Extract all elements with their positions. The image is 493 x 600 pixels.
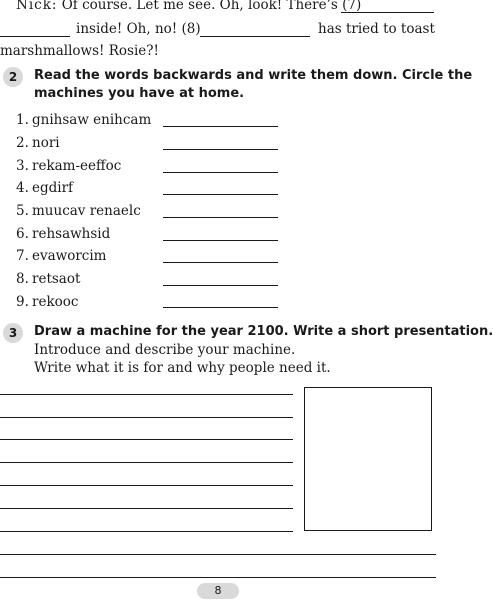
answer-blank-7-continued[interactable] — [0, 36, 70, 37]
item-number: 1. — [16, 112, 29, 128]
writing-line[interactable] — [0, 439, 293, 440]
list-item — [16, 112, 166, 128]
list-item — [16, 180, 166, 196]
exercise-2-instruction-1: Read the words backwards and write them down. Circle the — [34, 68, 473, 83]
answer-line-7[interactable] — [163, 262, 278, 263]
answer-line-8[interactable] — [163, 285, 278, 286]
writing-line[interactable] — [0, 531, 293, 532]
exercise-3-line-2: Write what it is for and why people need it. — [34, 360, 331, 376]
story-text-2: inside! Oh, no! (8) — [76, 21, 201, 37]
item-number: 7. — [16, 248, 29, 264]
list-item — [16, 158, 166, 174]
backwards-word: retsaot — [32, 271, 81, 287]
answer-blank-8[interactable] — [200, 36, 310, 37]
item-number: 4. — [16, 180, 29, 196]
item-number: 2. — [16, 135, 29, 151]
drawing-box[interactable] — [304, 387, 432, 531]
answer-line-3[interactable] — [163, 172, 278, 173]
page-number: 8 — [197, 583, 239, 599]
item-number: 8. — [16, 271, 29, 287]
backwards-word: rekam-eeffoc — [32, 158, 122, 174]
exercise-3-number: 3 — [3, 323, 23, 343]
item-number: 9. — [16, 294, 29, 310]
exercise-3-title: Draw a machine for the year 2100. Write a short presentation. — [34, 324, 493, 339]
list-item — [16, 271, 166, 287]
answer-line-2[interactable] — [163, 149, 278, 150]
writing-line[interactable] — [0, 508, 293, 509]
backwards-word: rehsawhsid — [32, 226, 111, 242]
item-number: 3. — [16, 158, 29, 174]
exercise-2-instruction-2: machines you have at home. — [34, 86, 245, 101]
item-number: 5. — [16, 203, 29, 219]
answer-line-6[interactable] — [163, 240, 278, 241]
writing-line[interactable] — [0, 554, 436, 555]
backwards-word: nori — [32, 135, 60, 151]
story-text-1: Of course. Let me see. Oh, look! There’s (7) — [61, 0, 362, 13]
backwards-word: egdirf — [32, 180, 74, 196]
exercise-2-number: 2 — [3, 67, 23, 87]
backwards-word: muucav renaelc — [32, 203, 141, 219]
answer-blank-7[interactable] — [341, 12, 434, 13]
exercise-3-line-1: Introduce and describe your machine. — [34, 342, 296, 358]
list-item — [16, 203, 166, 219]
answer-line-4[interactable] — [163, 194, 278, 195]
writing-line[interactable] — [0, 577, 436, 578]
writing-line[interactable] — [0, 417, 293, 418]
list-item — [16, 226, 166, 242]
backwards-word: evaworcim — [32, 248, 107, 264]
writing-line[interactable] — [0, 485, 293, 486]
story-line-2-end: has tried to toast — [318, 21, 435, 37]
item-number: 6. — [16, 226, 29, 242]
writing-line[interactable] — [0, 462, 293, 463]
answer-line-5[interactable] — [163, 217, 278, 218]
story-line-2 — [76, 21, 201, 37]
story-line-3: marshmallows! Rosie?! — [0, 43, 159, 59]
answer-line-1[interactable] — [163, 126, 278, 127]
list-item — [16, 248, 166, 264]
writing-line[interactable] — [0, 394, 293, 395]
speaker-name: Nick: — [16, 0, 58, 13]
backwards-word: rekooc — [32, 294, 79, 310]
answer-line-9[interactable] — [163, 307, 278, 308]
backwards-word: gnihsaw enihcam — [32, 112, 152, 128]
list-item — [16, 294, 166, 310]
list-item — [16, 135, 166, 151]
